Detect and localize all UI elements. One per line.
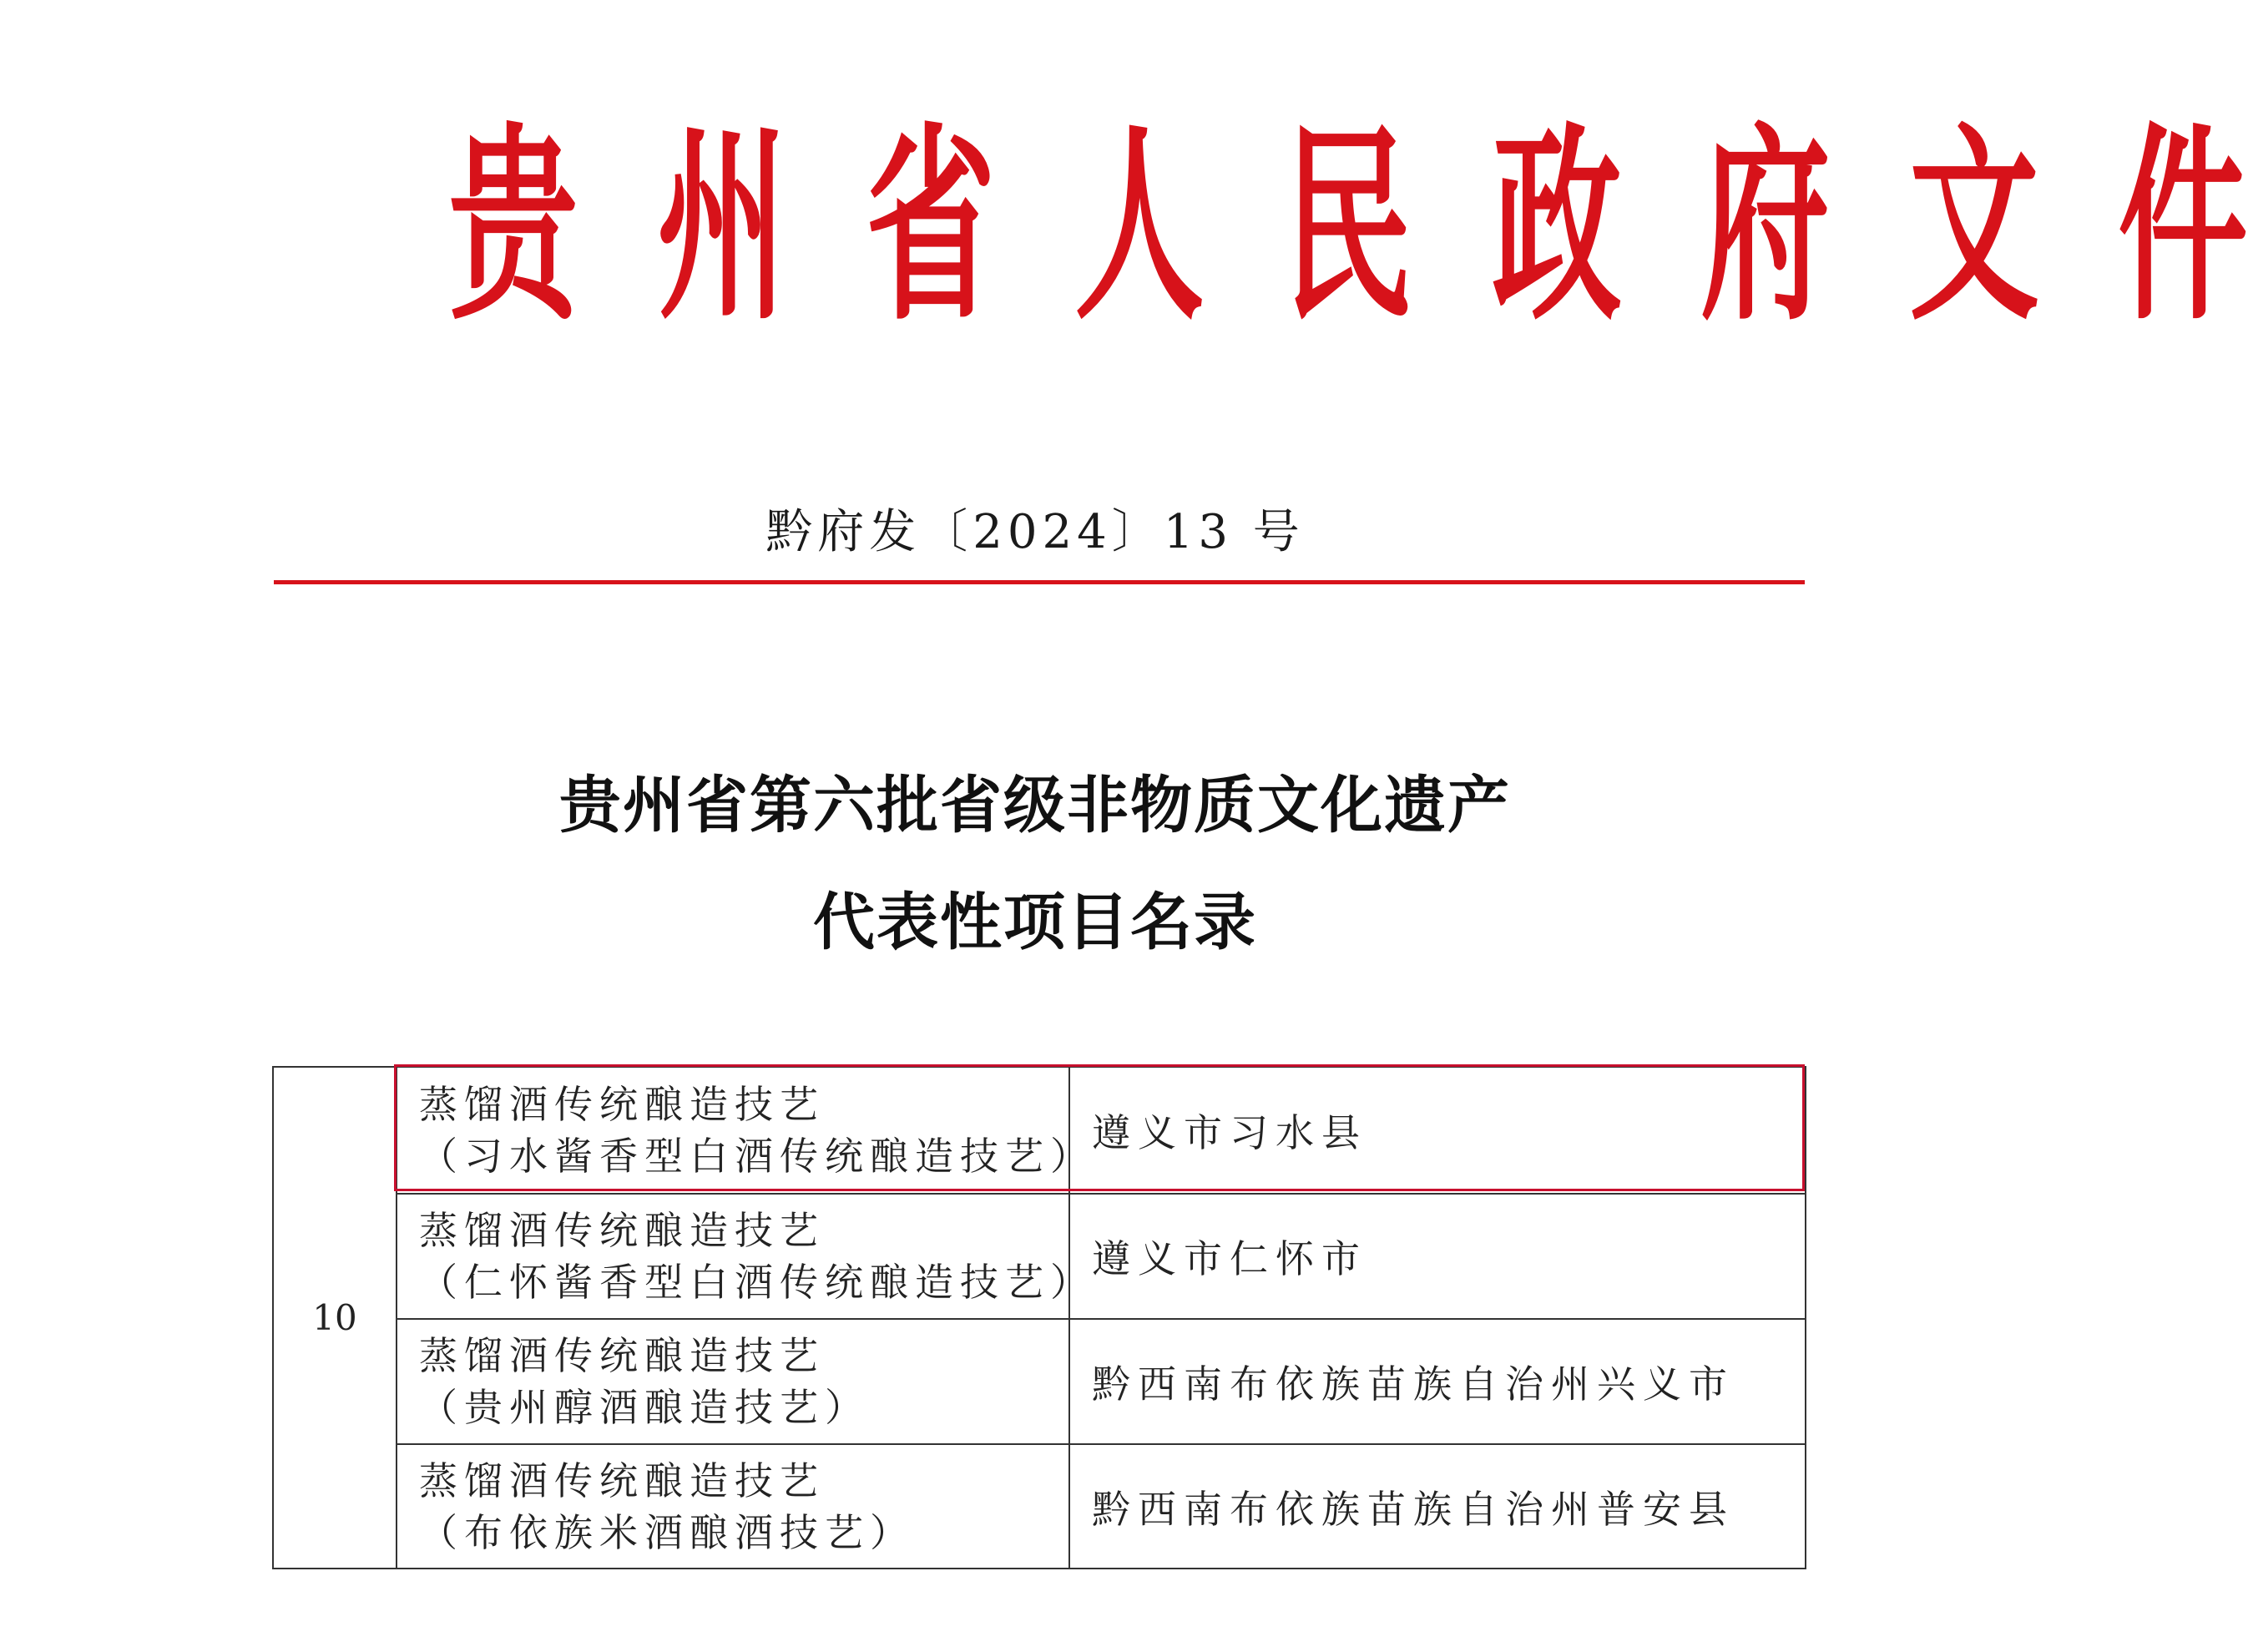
project-subname: （布依族米酒酿酒技艺） [419, 1509, 915, 1555]
region-cell: 遵义市习水县 [1069, 1067, 1806, 1194]
letterhead-char: 贵 [448, 103, 578, 348]
letterhead-char: 州 [657, 103, 787, 348]
region-cell: 黔西南布依族苗族自治州兴义市 [1069, 1319, 1806, 1444]
table-row [273, 1444, 1806, 1569]
project-name: 蒸馏酒传统酿造技艺 [419, 1208, 825, 1253]
letterhead-char: 人 [1074, 103, 1205, 348]
document-number: 黔府发〔2024〕13 号 [765, 505, 1305, 559]
document-title-line-1: 贵州省第六批省级非物质文化遗产 [559, 770, 1511, 841]
project-name-cell [397, 1319, 1069, 1444]
region-cell: 黔西南布依族苗族自治州普安县 [1069, 1444, 1806, 1569]
project-name-cell [397, 1444, 1069, 1569]
letterhead-char: 民 [1283, 103, 1413, 348]
letterhead-char: 省 [866, 103, 996, 348]
letterhead-char: 文 [1909, 103, 2039, 348]
project-name: 蒸馏酒传统酿造技艺 [419, 1333, 825, 1378]
red-separator-rule [274, 580, 1805, 584]
region-cell: 遵义市仁怀市 [1069, 1194, 1806, 1319]
group-number-cell: 10 [273, 1067, 397, 1569]
letterhead-char: 府 [1700, 103, 1831, 348]
project-name-cell [397, 1067, 1095, 1194]
project-subname: （习水酱香型白酒传统酿造技艺） [419, 1134, 1095, 1179]
table-row [273, 1319, 1806, 1444]
table-row [273, 1194, 1806, 1319]
project-name-cell [397, 1194, 1095, 1319]
project-name: 蒸馏酒传统酿造技艺 [419, 1082, 825, 1127]
project-name: 蒸馏酒传统酿造技艺 [419, 1457, 825, 1503]
heritage-list-table [272, 1066, 1806, 1569]
letterhead-char: 件 [2118, 103, 2248, 348]
letterhead [409, 100, 2248, 351]
document-title-line-2: 代表性项目名录 [813, 887, 1257, 958]
table-row [273, 1067, 1806, 1194]
project-subname: （仁怀酱香型白酒传统酿造技艺） [419, 1260, 1095, 1305]
project-subname: （贵州醇酒酿造技艺） [419, 1385, 870, 1430]
letterhead-char: 政 [1492, 103, 1622, 348]
